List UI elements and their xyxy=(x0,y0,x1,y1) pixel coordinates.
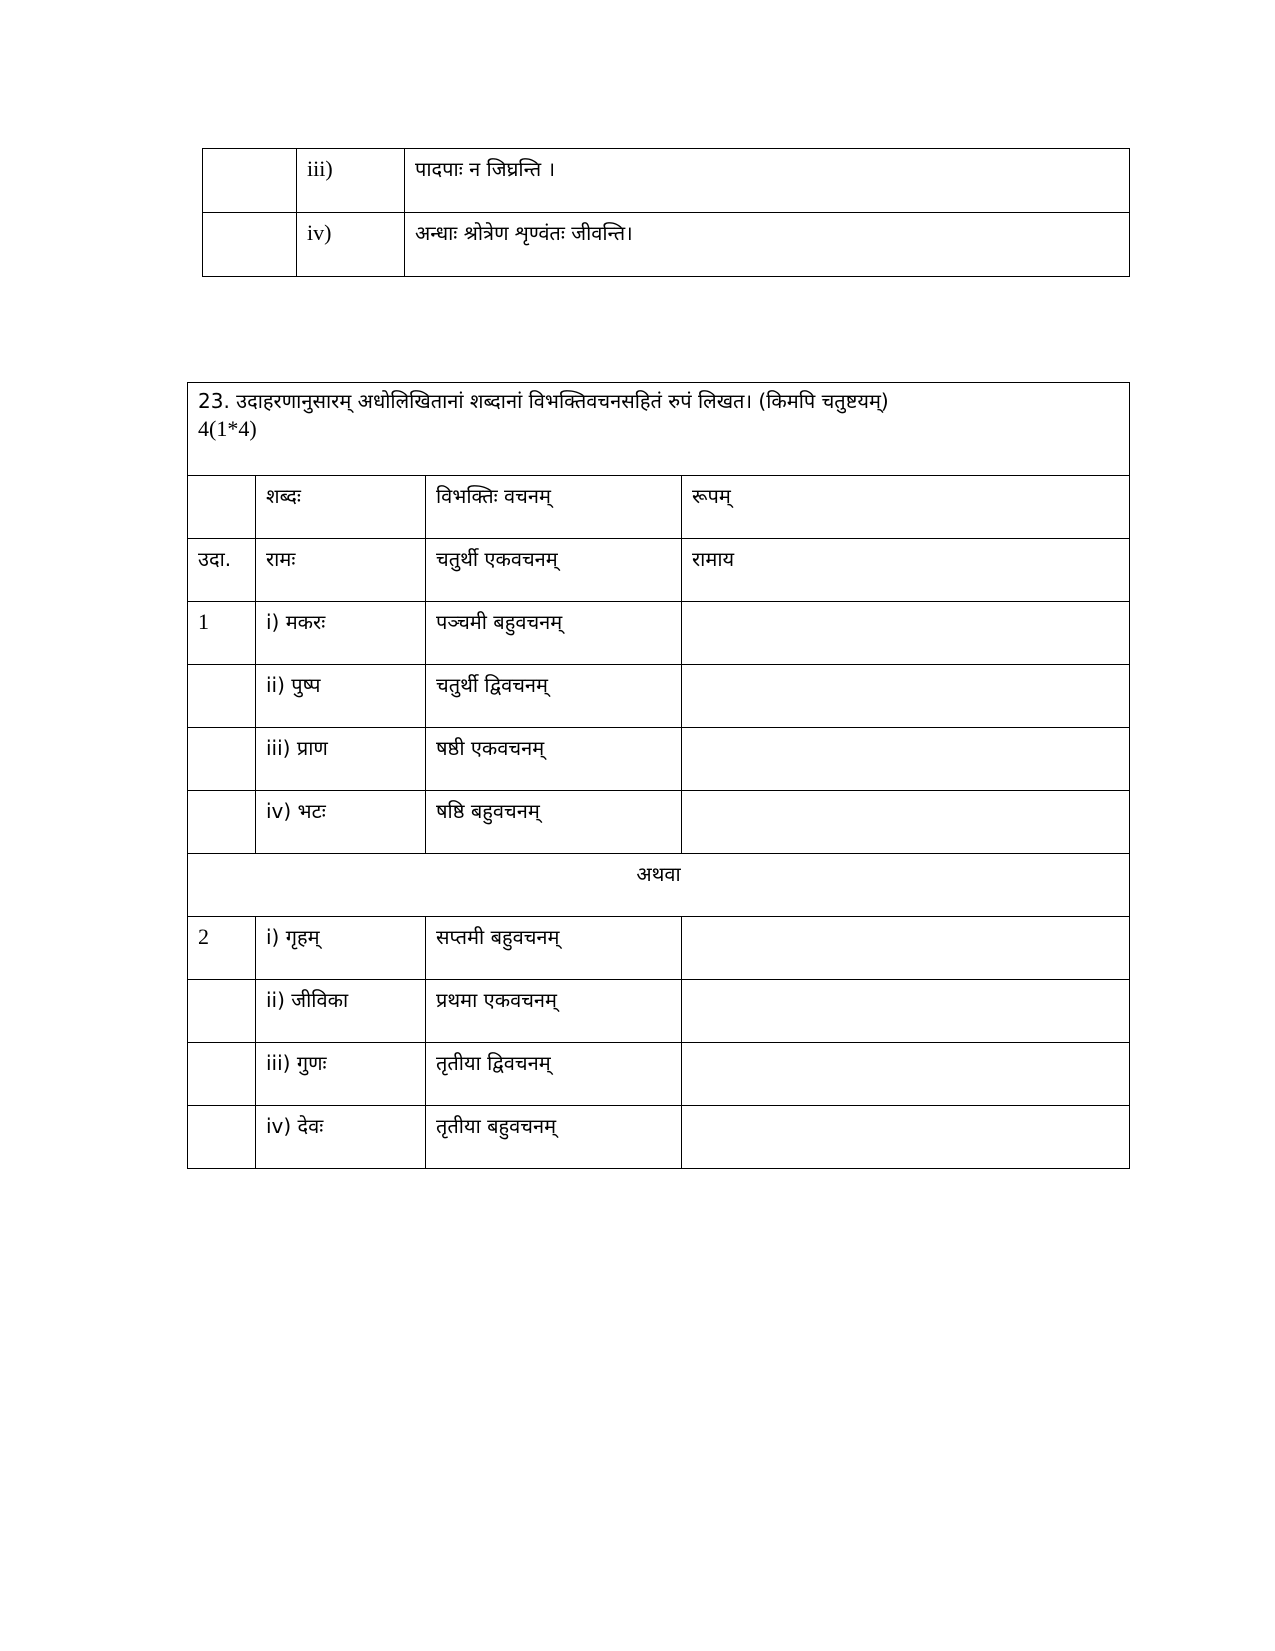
answer-cell[interactable] xyxy=(682,1043,1130,1106)
header-cell xyxy=(188,476,256,539)
table-row xyxy=(188,665,1130,728)
question-cell xyxy=(188,383,1130,476)
word-cell: ii) पुष्प xyxy=(256,665,426,728)
answer-cell[interactable] xyxy=(682,602,1130,665)
table-row xyxy=(188,1106,1130,1169)
question-text: 23. उदाहरणानुसारम् अधोलिखितानां शब्दानां विभक्तिवचनसहितं रुपं लिखत। (किमपि चतुष्टयम्) xyxy=(198,389,889,413)
table-row xyxy=(188,728,1130,791)
answer-cell[interactable] xyxy=(682,1106,1130,1169)
table-row xyxy=(188,791,1130,854)
set-number-cell xyxy=(188,1106,256,1169)
case-cell: तृतीया द्विवचनम् xyxy=(426,1043,682,1106)
table-row xyxy=(188,980,1130,1043)
or-label: अथवा xyxy=(188,854,1130,917)
case-cell: षष्ठी एकवचनम् xyxy=(426,728,682,791)
table-row xyxy=(203,149,1130,213)
question-23-table xyxy=(187,382,1130,1169)
or-row xyxy=(188,854,1130,917)
word-cell: iv) देवः xyxy=(256,1106,426,1169)
row-number-cell xyxy=(203,213,297,277)
example-row xyxy=(188,539,1130,602)
word-cell: iii) प्राण xyxy=(256,728,426,791)
word-cell: iv) भटः xyxy=(256,791,426,854)
answer-cell[interactable] xyxy=(682,917,1130,980)
set-number-cell: 1 xyxy=(188,602,256,665)
table-row xyxy=(188,602,1130,665)
answer-cell[interactable] xyxy=(682,980,1130,1043)
example-label-cell: उदा. xyxy=(188,539,256,602)
row-label-cell: iv) xyxy=(297,213,405,277)
set-number-cell xyxy=(188,1043,256,1106)
row-label-cell: iii) xyxy=(297,149,405,213)
header-cell: विभक्तिः वचनम् xyxy=(426,476,682,539)
row-text-cell: अन्धाः श्रोत्रेण शृण्वंतः जीवन्ति। xyxy=(405,213,1130,277)
case-cell: प्रथमा एकवचनम् xyxy=(426,980,682,1043)
answer-cell[interactable] xyxy=(682,728,1130,791)
table-row xyxy=(203,213,1130,277)
top-answer-table xyxy=(202,148,1130,277)
header-row xyxy=(188,476,1130,539)
case-cell: षष्ठि बहुवचनम् xyxy=(426,791,682,854)
word-cell: i) गृहम् xyxy=(256,917,426,980)
example-word-cell: रामः xyxy=(256,539,426,602)
row-text-cell: पादपाः न जिघ्रन्ति । xyxy=(405,149,1130,213)
header-cell: शब्दः xyxy=(256,476,426,539)
example-answer-cell: रामाय xyxy=(682,539,1130,602)
answer-cell[interactable] xyxy=(682,665,1130,728)
case-cell: तृतीया बहुवचनम् xyxy=(426,1106,682,1169)
set-number-cell xyxy=(188,728,256,791)
marks-text: 4(1*4) xyxy=(198,416,257,441)
table-row xyxy=(188,1043,1130,1106)
question-row xyxy=(188,383,1130,476)
table-row xyxy=(188,917,1130,980)
case-cell: चतुर्थी द्विवचनम् xyxy=(426,665,682,728)
set-number-cell xyxy=(188,791,256,854)
row-number-cell xyxy=(203,149,297,213)
word-cell: ii) जीविका xyxy=(256,980,426,1043)
example-case-cell: चतुर्थी एकवचनम् xyxy=(426,539,682,602)
set-number-cell xyxy=(188,980,256,1043)
answer-cell[interactable] xyxy=(682,791,1130,854)
case-cell: पञ्चमी बहुवचनम् xyxy=(426,602,682,665)
word-cell: iii) गुणः xyxy=(256,1043,426,1106)
word-cell: i) मकरः xyxy=(256,602,426,665)
set-number-cell xyxy=(188,665,256,728)
set-number-cell: 2 xyxy=(188,917,256,980)
case-cell: सप्तमी बहुवचनम् xyxy=(426,917,682,980)
header-cell: रूपम् xyxy=(682,476,1130,539)
